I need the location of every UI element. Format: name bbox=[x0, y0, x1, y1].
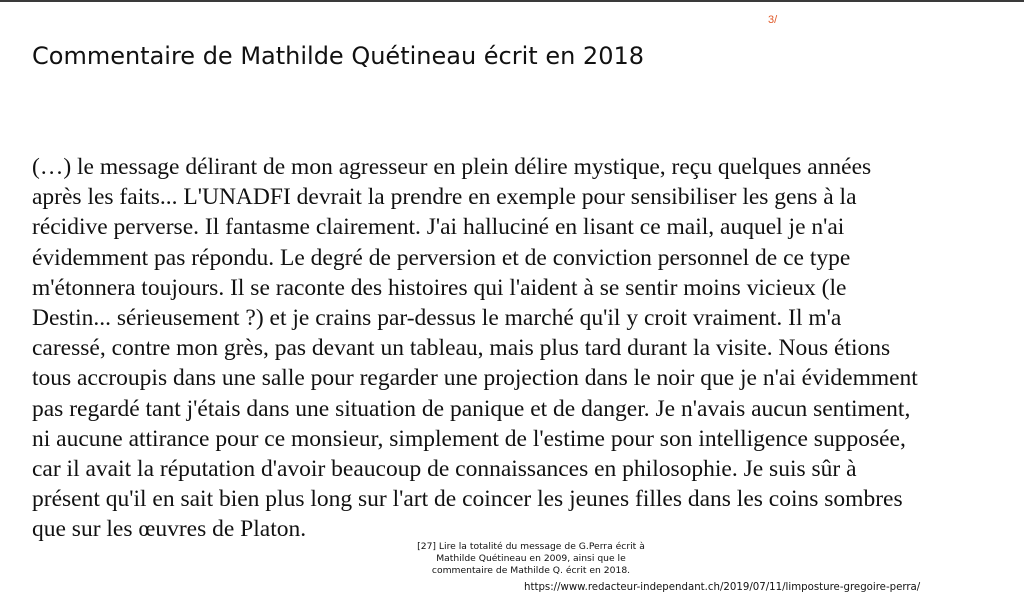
quote-line: car il avait la réputation d'avoir beaucoup de connaissances en philosophie. Je suis sûr à bbox=[32, 456, 857, 483]
page-marker: 3/ bbox=[768, 14, 778, 26]
footnote-line: commentaire de Mathilde Q. écrit en 2018. bbox=[431, 565, 631, 576]
quote-line: pas regardé tant j'étais dans une situation de panique et de danger. Je n'avais aucun sentiment, bbox=[32, 395, 911, 422]
quote-line: que sur les œuvres de Platon. bbox=[32, 516, 307, 543]
page-title: Commentaire de Mathilde Quétineau écrit en 2018 bbox=[32, 42, 645, 70]
footnote-line: Mathilde Quétineau en 2009, ainsi que le bbox=[436, 553, 626, 564]
quote-line: présent qu'il en sait bien plus long sur l'art de coincer les jeunes filles dans les coins sombres bbox=[32, 486, 903, 513]
quote-line: après les faits... L'UNADFI devrait la prendre en exemple pour sensibiliser les gens à la bbox=[32, 184, 857, 211]
quote-line: évidemment pas répondu. Le degré de perversion et de conviction personnel de ce type bbox=[32, 244, 851, 271]
footnote bbox=[386, 541, 676, 577]
quote-line: Destin... sérieusement ?) et je crains par-dessus le marché qu'il y croit vraiment. Il m'a bbox=[32, 305, 842, 332]
source-link[interactable]: https://www.redacteur-independant.ch/2019/07/11/limposture-gregoire-perra/ bbox=[524, 582, 921, 593]
quote-line: m'étonnera toujours. Il se raconte des histoires qui l'aident à se sentir moins vicieux (le bbox=[32, 274, 847, 301]
quote-line: ni aucune attirance pour ce monsieur, simplement de l'estime pour son intelligence supposée, bbox=[32, 425, 906, 452]
quote-body bbox=[32, 152, 1022, 545]
quote-line: caressé, contre mon grès, pas devant un tableau, mais plus tard durant la visite. Nous étions bbox=[32, 335, 891, 362]
top-divider bbox=[0, 0, 1024, 2]
footnote-line: [27] Lire la totalité du message de G.Perra écrit à bbox=[417, 541, 645, 552]
quote-line: récidive perverse. Il fantasme clairement. J'ai halluciné en lisant ce mail, auquel je n'ai bbox=[32, 214, 845, 241]
quote-line: (…) le message délirant de mon agresseur en plein délire mystique, reçu quelques années bbox=[32, 154, 872, 180]
quote-line: tous accroupis dans une salle pour regarder une projection dans le noir que je n'ai évidemment bbox=[32, 365, 918, 392]
